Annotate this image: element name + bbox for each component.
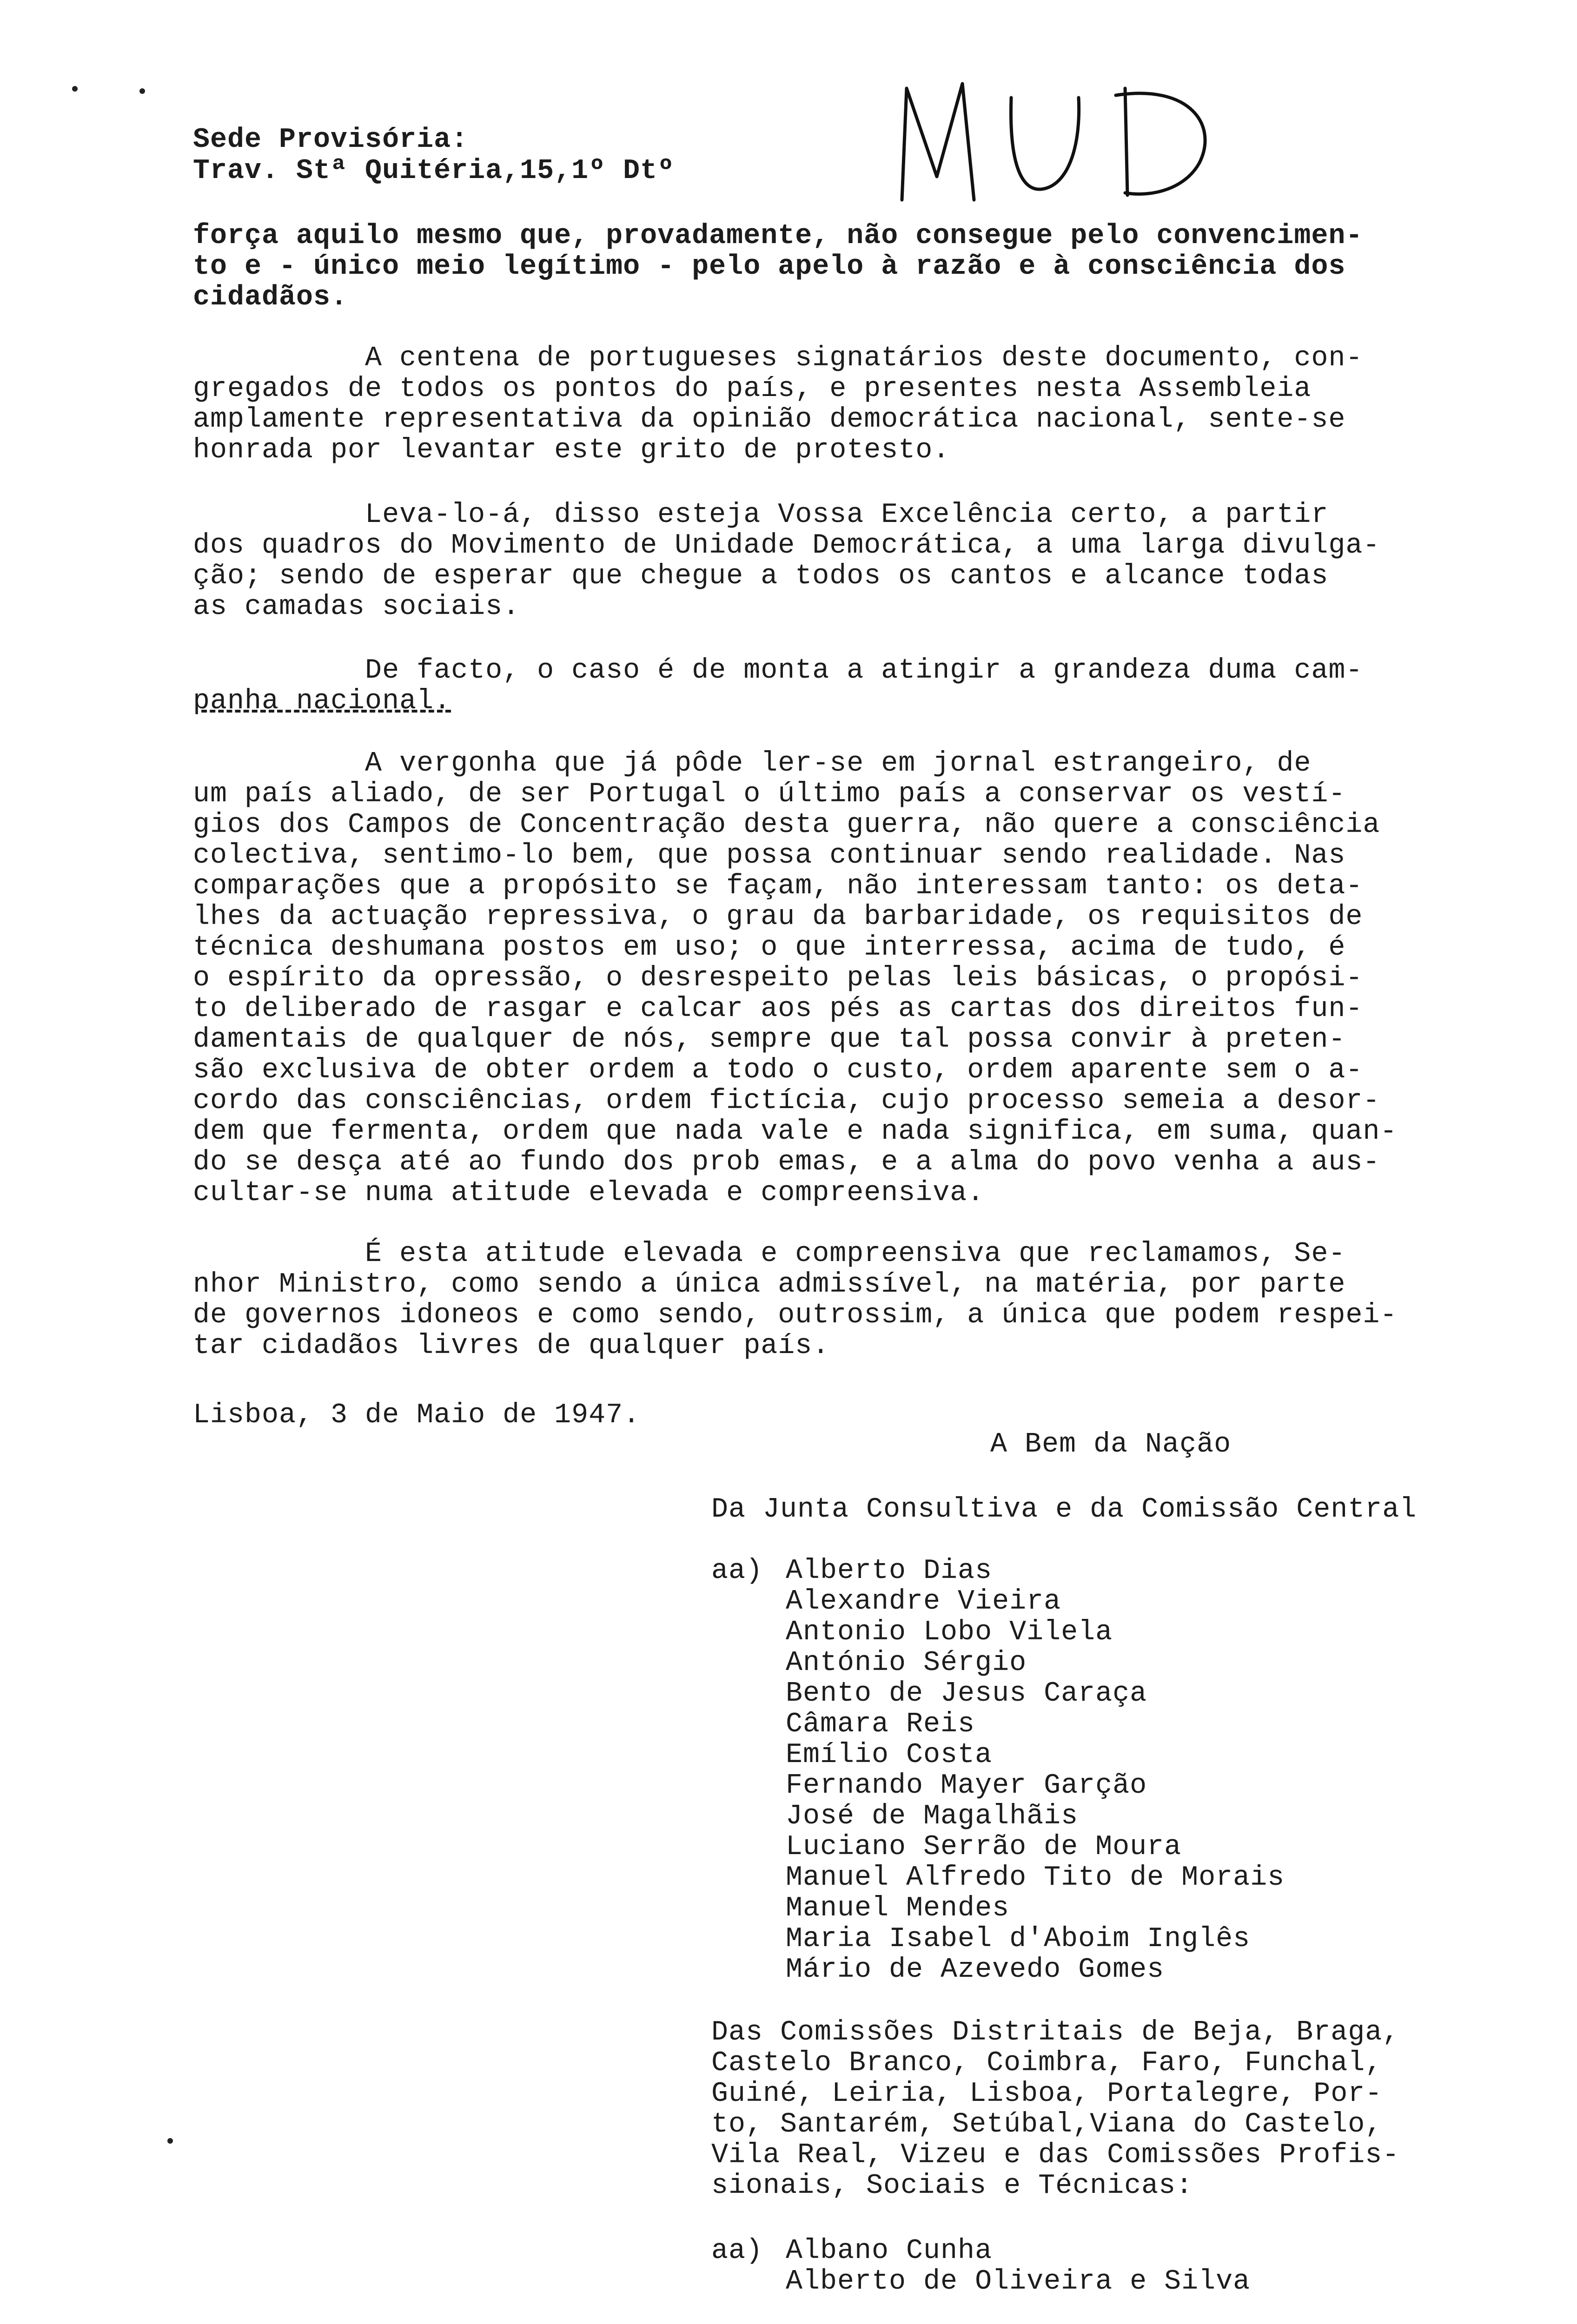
header-address-line2: Trav. Stª Quitéria,15,1º Dtº [193, 155, 675, 187]
signatory-name: Alexandre Vieira [786, 1586, 1061, 1618]
signatory-name: Alberto Dias [786, 1555, 993, 1587]
paragraph-line: tar cidadãos livres de qualquer país. [193, 1330, 830, 1362]
handwritten-mud-mark [893, 70, 1227, 209]
paragraph-line: as camadas sociais. [193, 591, 520, 623]
margin-speck [72, 86, 78, 92]
paragraph-line: damentais de qualquer de nós, sempre que tal possa convir à preten- [193, 1024, 1346, 1056]
paragraph-line: são exclusiva de obter ordem a todo o custo, ordem aparente sem o a- [193, 1055, 1363, 1086]
distritais-prefix: aa) [711, 2235, 763, 2267]
paragraph-line: De facto, o caso é de monta a atingir a grandeza duma cam- [193, 655, 1363, 687]
paragraph-line: cidadãos. [193, 282, 348, 313]
signatory-name: António Sérgio [786, 1647, 1027, 1679]
paragraph-line: colectiva, sentimo-lo bem, que possa continuar sendo realidade. Nas [193, 840, 1346, 872]
signatory-name: Mário de Azevedo Gomes [786, 1954, 1165, 1986]
paragraph-line: gregados de todos os pontos do país, e presentes nesta Assembleia [193, 373, 1312, 405]
paragraph-line: Leva-lo-á, disso esteja Vossa Excelência certo, a partir [193, 499, 1329, 531]
paragraph-line: técnica deshumana postos em uso; o que interressa, acima de tudo, é [193, 932, 1346, 964]
paragraph-line: lhes da actuação repressiva, o grau da barbaridade, os requisitos de [193, 901, 1363, 933]
paragraph-line: um país aliado, de ser Portugal o último país a conservar os vestí- [193, 779, 1346, 810]
paragraph-line: dos quadros do Movimento de Unidade Democrática, a uma larga divulga- [193, 530, 1380, 561]
distritais-line: Castelo Branco, Coimbra, Faro, Funchal, [711, 2047, 1383, 2079]
paragraph-line: dem que fermenta, ordem que nada vale e nada significa, em suma, quan- [193, 1116, 1398, 1148]
distritais-line: sionais, Sociais e Técnicas: [711, 2170, 1193, 2202]
paragraph-line: É esta atitude elevada e compreensiva que reclamamos, Se- [193, 1238, 1346, 1270]
paragraph-line: cordo das consciências, ordem fictícia, cujo processo semeia a desor- [193, 1085, 1380, 1117]
signatory-name: Luciano Serrão de Moura [786, 1831, 1182, 1863]
underlined-phrase: panha nacional. [193, 686, 451, 717]
date-line: Lisboa, 3 de Maio de 1947. [193, 1400, 641, 1431]
paragraph-line: to e - único meio legítimo - pelo apelo à razão e à consciência dos [193, 251, 1346, 283]
paragraph-line: A vergonha que já pôde ler-se em jornal estrangeiro, de [193, 748, 1312, 779]
paragraph-line: honrada por levantar este grito de protesto. [193, 435, 950, 466]
margin-speck [167, 2138, 173, 2144]
distritais-line: to, Santarém, Setúbal,Viana do Castelo, [711, 2109, 1383, 2140]
signatory-name: Bento de Jesus Caraça [786, 1678, 1147, 1710]
signatories-prefix: aa) [711, 1555, 763, 1587]
paragraph-line: nhor Ministro, como sendo a única admissível, na matéria, por parte [193, 1269, 1346, 1301]
paragraph-line: to deliberado de rasgar e calcar aos pés as cartas dos direitos fun- [193, 993, 1363, 1025]
margin-speck [139, 88, 145, 94]
distritais-signatory-name: Alberto de Oliveira e Silva [786, 2266, 1251, 2298]
paragraph-line: A centena de portugueses signatários deste documento, con- [193, 343, 1363, 374]
paragraph-line: amplamente representativa da opinião democrática nacional, sente-se [193, 404, 1346, 436]
distritais-line: Guiné, Leiria, Lisboa, Portalegre, Por- [711, 2078, 1383, 2110]
signatory-name: Manuel Mendes [786, 1893, 1010, 1924]
signatory-name: Fernando Mayer Garção [786, 1770, 1147, 1802]
signatory-name: Emílio Costa [786, 1739, 993, 1771]
paragraph-line: do se desça até ao fundo dos prob emas, e a alma do povo venha a aus- [193, 1147, 1380, 1178]
header-address-line1: Sede Provisória: [193, 124, 469, 156]
distritais-signatory-name: Albano Cunha [786, 2235, 993, 2267]
signatory-name: Câmara Reis [786, 1709, 975, 1740]
paragraph-line: força aquilo mesmo que, provadamente, não consegue pelo convencimen- [193, 220, 1363, 252]
signatory-name: Manuel Alfredo Tito de Morais [786, 1862, 1285, 1894]
closing-salutation: A Bem da Nação [990, 1429, 1232, 1460]
signatory-name: Maria Isabel d'Aboim Inglês [786, 1923, 1251, 1955]
paragraph-line: de governos idoneos e como sendo, outrossim, a única que podem respei- [193, 1300, 1398, 1331]
signatory-name: Antonio Lobo Vilela [786, 1617, 1113, 1648]
distritais-line: Vila Real, Vizeu e das Comissões Profis- [711, 2139, 1400, 2171]
distritais-line: Das Comissões Distritais de Beja, Braga, [711, 2017, 1400, 2048]
paragraph-line: o espírito da opressão, o desrespeito pelas leis básicas, o propósi- [193, 963, 1363, 994]
signatory-name: José de Magalhãis [786, 1801, 1079, 1832]
paragraph-line: cultar-se numa atitude elevada e compreensiva. [193, 1177, 985, 1209]
junta-heading: Da Junta Consultiva e da Comissão Central [711, 1494, 1417, 1525]
paragraph-line: comparações que a propósito se façam, não interessam tanto: os deta- [193, 871, 1363, 902]
paragraph-line: ção; sendo de esperar que chegue a todos os cantos e alcance todas [193, 561, 1329, 592]
paragraph-line: gios dos Campos de Concentração desta guerra, não quere a consciência [193, 809, 1380, 841]
